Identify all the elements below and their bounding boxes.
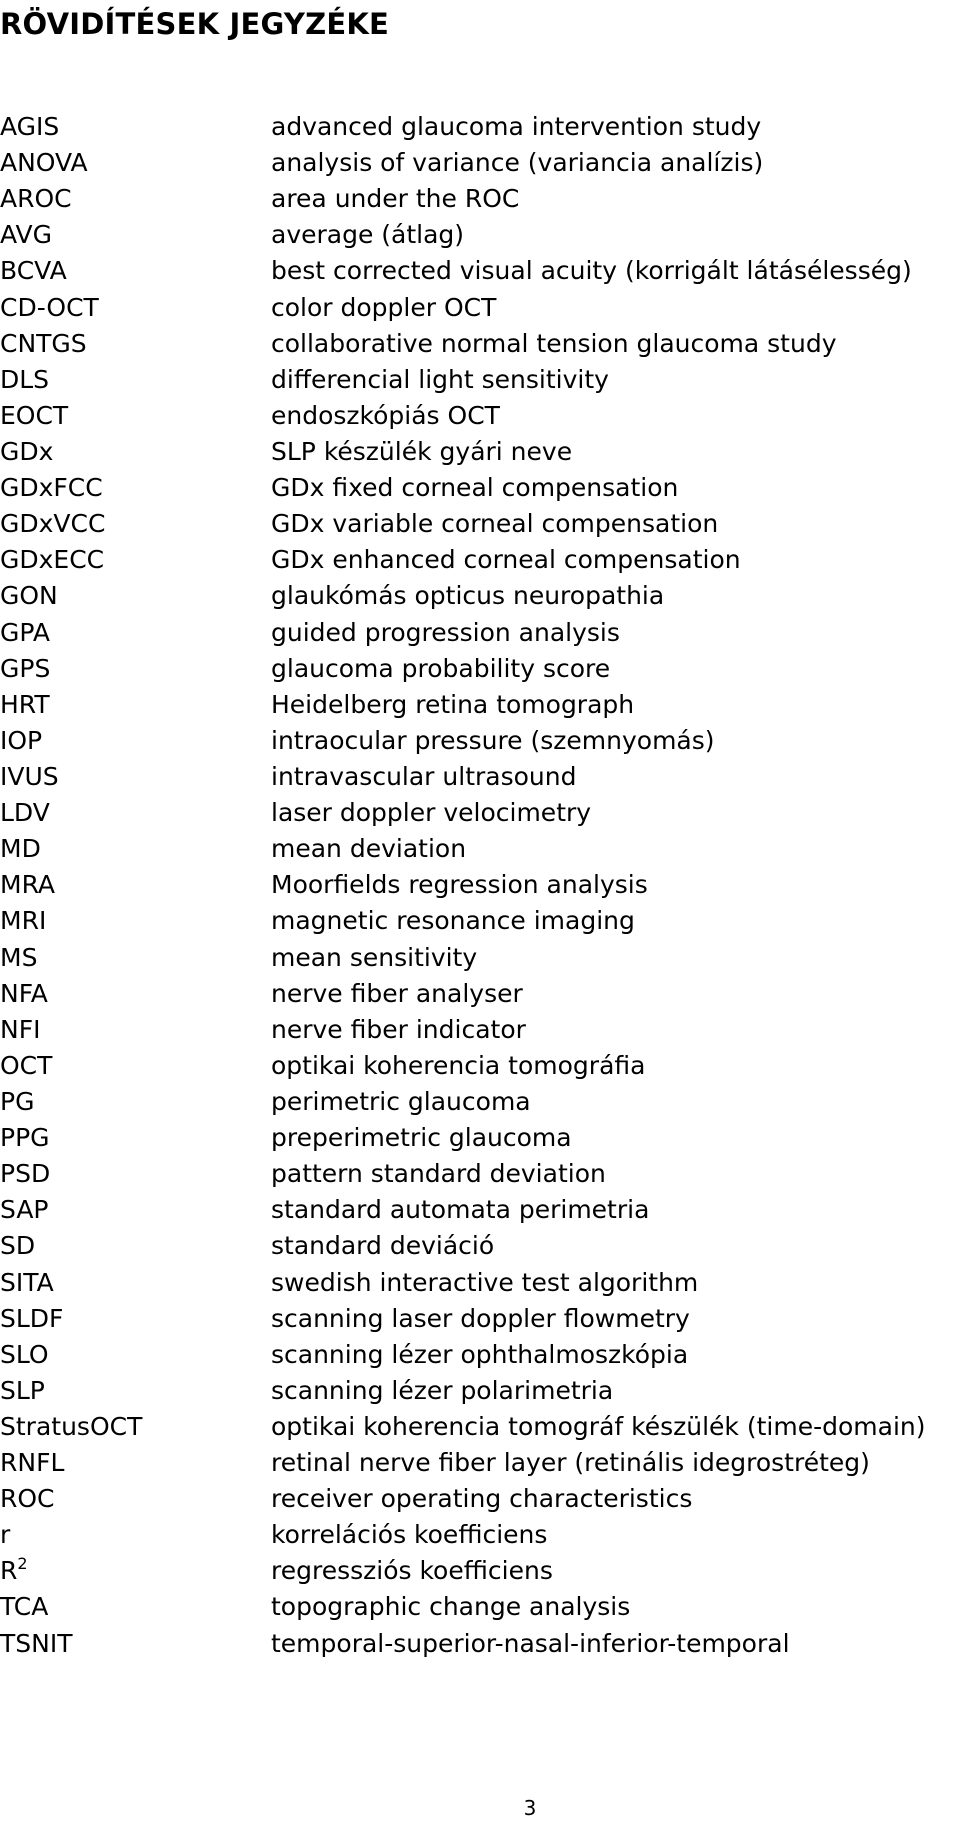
abbreviation-row xyxy=(0,253,960,289)
abbreviation-row xyxy=(0,1084,960,1120)
abbreviation-row xyxy=(0,1301,960,1337)
abbreviation-row xyxy=(0,795,960,831)
abbreviation-term-text: PPG xyxy=(0,1123,50,1153)
abbreviation-term xyxy=(0,181,72,217)
abbreviation-definition: GDx enhanced corneal compensation xyxy=(271,545,741,575)
abbreviation-row xyxy=(0,687,960,723)
abbreviation-row xyxy=(0,1192,960,1228)
abbreviation-term xyxy=(0,795,50,831)
abbreviation-definition: optikai koherencia tomográf készülék (time-domain) xyxy=(271,1411,926,1441)
abbreviation-row xyxy=(0,1481,960,1517)
abbreviation-row xyxy=(0,723,960,759)
abbreviation-definition: korrelációs koefficiens xyxy=(271,1520,548,1550)
abbreviation-term xyxy=(0,1228,35,1264)
abbreviation-term-text: GDx xyxy=(0,436,54,466)
abbreviation-row xyxy=(0,1553,960,1589)
abbreviation-definition: mean deviation xyxy=(271,834,467,864)
abbreviation-row xyxy=(0,651,960,687)
abbreviation-row xyxy=(0,615,960,651)
abbreviation-term xyxy=(0,903,46,939)
abbreviation-term-text: LDV xyxy=(0,798,50,828)
abbreviation-row xyxy=(0,1228,960,1264)
abbreviation-term xyxy=(0,976,48,1012)
abbreviation-definition: Heidelberg retina tomograph xyxy=(271,689,635,719)
abbreviation-term-text: CD-OCT xyxy=(0,292,99,322)
abbreviation-definition: standard deviáció xyxy=(271,1231,495,1261)
abbreviation-term-text: PG xyxy=(0,1086,35,1116)
abbreviation-row xyxy=(0,109,960,145)
abbreviation-definition: swedish interactive test algorithm xyxy=(271,1267,699,1297)
abbreviation-term-text: EOCT xyxy=(0,400,69,430)
abbreviation-term-text: CNTGS xyxy=(0,328,87,358)
abbreviation-row xyxy=(0,217,960,253)
abbreviation-term xyxy=(0,217,52,253)
abbreviation-row xyxy=(0,362,960,398)
abbreviation-definition: nerve fiber indicator xyxy=(271,1014,526,1044)
abbreviation-term xyxy=(0,651,50,687)
abbreviation-definition: analysis of variance (variancia analízis) xyxy=(271,148,764,178)
abbreviation-row xyxy=(0,1265,960,1301)
abbreviation-term-text: DLS xyxy=(0,364,50,394)
abbreviation-term xyxy=(0,506,105,542)
abbreviation-term-text: IOP xyxy=(0,725,43,755)
abbreviation-term-text: GPS xyxy=(0,653,51,683)
abbreviation-term-text: SLP xyxy=(0,1375,45,1405)
abbreviation-term xyxy=(0,1409,142,1445)
abbreviation-term-text: MRI xyxy=(0,906,47,936)
abbreviation-term-text: SLDF xyxy=(0,1303,64,1333)
abbreviation-row xyxy=(0,145,960,181)
abbreviation-definition: color doppler OCT xyxy=(271,292,497,322)
abbreviation-row xyxy=(0,290,960,326)
abbreviation-definition: intravascular ultrasound xyxy=(271,761,577,791)
abbreviation-term-text: StratusOCT xyxy=(0,1411,143,1441)
abbreviation-term xyxy=(0,145,88,181)
abbreviation-row xyxy=(0,1445,960,1481)
abbreviation-term-text: GDxFCC xyxy=(0,473,103,503)
abbreviation-term xyxy=(0,867,55,903)
abbreviation-term-text: TCA xyxy=(0,1592,49,1622)
abbreviation-term xyxy=(0,1084,34,1120)
abbreviation-term-text: NFA xyxy=(0,978,48,1008)
abbreviation-term xyxy=(0,1445,64,1481)
abbreviation-definition: receiver operating characteristics xyxy=(271,1484,693,1514)
abbreviation-term xyxy=(0,1265,54,1301)
abbreviation-definition: collaborative normal tension glaucoma study xyxy=(271,328,837,358)
abbreviation-term-text: GON xyxy=(0,581,58,611)
abbreviation-definition: topographic change analysis xyxy=(271,1592,631,1622)
abbreviation-term-text: HRT xyxy=(0,689,50,719)
abbreviation-term-text: ANOVA xyxy=(0,148,88,178)
abbreviation-term xyxy=(0,1373,45,1409)
abbreviation-row xyxy=(0,1517,960,1553)
abbreviation-term-text: AROC xyxy=(0,184,72,214)
abbreviation-definition: temporal-superior-nasal-inferior-temporal xyxy=(271,1628,790,1658)
abbreviation-row xyxy=(0,976,960,1012)
abbreviation-term xyxy=(0,615,50,651)
abbreviation-term xyxy=(0,687,50,723)
abbreviation-term xyxy=(0,1156,50,1192)
abbreviation-row xyxy=(0,940,960,976)
abbreviation-term xyxy=(0,253,67,289)
abbreviation-term-text: OCT xyxy=(0,1050,53,1080)
abbreviation-definition: mean sensitivity xyxy=(271,942,478,972)
abbreviation-term-text: AGIS xyxy=(0,112,60,141)
abbreviation-row xyxy=(0,1120,960,1156)
abbreviation-definition: perimetric glaucoma xyxy=(271,1086,531,1116)
abbreviation-term xyxy=(0,1301,63,1337)
abbreviation-definition: laser doppler velocimetry xyxy=(271,798,592,828)
abbreviation-term-text: ROC xyxy=(0,1484,55,1514)
abbreviation-definition: optikai koherencia tomográfia xyxy=(271,1050,646,1080)
abbreviation-term-text: SAP xyxy=(0,1195,49,1225)
abbreviation-row xyxy=(0,1048,960,1084)
abbreviation-row xyxy=(0,542,960,578)
page-number: 3 xyxy=(523,1796,537,1820)
abbreviation-row xyxy=(0,831,960,867)
abbreviation-row xyxy=(0,470,960,506)
abbreviation-definition: average (átlag) xyxy=(271,220,465,250)
abbreviation-term xyxy=(0,1517,10,1553)
abbreviation-term xyxy=(0,759,59,795)
abbreviation-definition: SLP készülék gyári neve xyxy=(271,436,573,466)
abbreviation-term xyxy=(0,1012,40,1048)
abbreviation-row xyxy=(0,903,960,939)
abbreviation-term xyxy=(0,109,59,145)
abbreviation-definition: advanced glaucoma intervention study xyxy=(271,112,762,141)
abbreviation-term xyxy=(0,1120,50,1156)
abbreviation-term xyxy=(0,1048,52,1084)
abbreviation-term-text: PSD xyxy=(0,1159,51,1189)
abbreviation-term-text: NFI xyxy=(0,1014,41,1044)
abbreviation-definition: endoszkópiás OCT xyxy=(271,400,500,430)
abbreviation-term-text: MD xyxy=(0,834,41,864)
abbreviation-row xyxy=(0,1012,960,1048)
abbreviation-term xyxy=(0,398,68,434)
abbreviation-term-text: BCVA xyxy=(0,256,67,286)
abbreviation-term xyxy=(0,831,41,867)
abbreviation-definition: differencial light sensitivity xyxy=(271,364,609,394)
abbreviation-term xyxy=(0,723,42,759)
abbreviation-term xyxy=(0,578,58,614)
abbreviation-definition: glaukómás opticus neuropathia xyxy=(271,581,665,611)
abbreviation-term-text: R xyxy=(0,1556,18,1586)
abbreviation-term-text: MS xyxy=(0,942,38,972)
abbreviation-definition: magnetic resonance imaging xyxy=(271,906,635,936)
abbreviation-row xyxy=(0,867,960,903)
abbreviation-term xyxy=(0,470,103,506)
abbreviation-definition: standard automata perimetria xyxy=(271,1195,650,1225)
abbreviation-term-text: r xyxy=(0,1520,11,1550)
abbreviation-term xyxy=(0,1192,49,1228)
abbreviation-definition: best corrected visual acuity (korrigált látásélesség) xyxy=(271,256,912,286)
abbreviation-definition: preperimetric glaucoma xyxy=(271,1123,572,1153)
abbreviation-term xyxy=(0,1553,28,1589)
abbreviation-term-text: SD xyxy=(0,1231,36,1261)
abbreviation-term-text: GDxVCC xyxy=(0,509,106,539)
abbreviation-term xyxy=(0,1626,73,1662)
abbreviation-term xyxy=(0,1481,55,1517)
abbreviation-definition: scanning lézer ophthalmoszkópia xyxy=(271,1339,689,1369)
abbreviation-term xyxy=(0,1337,49,1373)
abbreviation-term-text: RNFL xyxy=(0,1448,65,1478)
abbreviation-term xyxy=(0,362,49,398)
abbreviation-definition: regressziós koefficiens xyxy=(271,1556,553,1586)
abbreviation-row xyxy=(0,326,960,362)
abbreviation-row xyxy=(0,506,960,542)
abbreviation-definition: Moorfields regression analysis xyxy=(271,870,648,900)
abbreviation-row xyxy=(0,1626,960,1662)
abbreviation-definition: GDx variable corneal compensation xyxy=(271,509,719,539)
abbreviation-term-text: SLO xyxy=(0,1339,49,1369)
abbreviation-row xyxy=(0,398,960,434)
abbreviation-row xyxy=(0,578,960,614)
abbreviation-term-text: MRA xyxy=(0,870,56,900)
abbreviation-definition: scanning laser doppler flowmetry xyxy=(271,1303,690,1333)
abbreviation-definition: pattern standard deviation xyxy=(271,1159,606,1189)
abbreviation-definition: GDx fixed corneal compensation xyxy=(271,473,679,503)
abbreviation-term xyxy=(0,326,87,362)
abbreviation-superscript: 2 xyxy=(17,1554,28,1574)
abbreviation-definition: area under the ROC xyxy=(271,184,520,214)
abbreviation-definition: retinal nerve fiber layer (retinális idegrostréteg) xyxy=(271,1448,870,1478)
abbreviation-term xyxy=(0,940,37,976)
abbreviation-definition: nerve fiber analyser xyxy=(271,978,523,1008)
abbreviation-term xyxy=(0,542,104,578)
abbreviation-term-text: GPA xyxy=(0,617,50,647)
abbreviation-term-text: AVG xyxy=(0,220,52,250)
abbreviation-list xyxy=(0,109,960,1662)
abbreviation-row xyxy=(0,1156,960,1192)
abbreviation-term-text: GDxECC xyxy=(0,545,105,575)
abbreviation-definition: scanning lézer polarimetria xyxy=(271,1375,614,1405)
abbreviation-definition: intraocular pressure (szemnyomás) xyxy=(271,725,715,755)
page-title: RÖVIDÍTÉSEK JEGYZÉKE xyxy=(0,7,390,41)
abbreviation-term-text: TSNIT xyxy=(0,1628,73,1658)
abbreviation-definition: glaucoma probability score xyxy=(271,653,611,683)
abbreviation-row xyxy=(0,434,960,470)
abbreviation-row xyxy=(0,1337,960,1373)
abbreviation-definition: guided progression analysis xyxy=(271,617,620,647)
abbreviation-row xyxy=(0,1409,960,1445)
abbreviation-term xyxy=(0,1589,48,1625)
abbreviation-row xyxy=(0,1373,960,1409)
abbreviation-row xyxy=(0,181,960,217)
abbreviation-term xyxy=(0,290,99,326)
abbreviation-term-text: SITA xyxy=(0,1267,54,1297)
abbreviation-row xyxy=(0,1589,960,1625)
abbreviation-row xyxy=(0,759,960,795)
abbreviation-term-text: IVUS xyxy=(0,761,59,791)
abbreviation-term xyxy=(0,434,53,470)
